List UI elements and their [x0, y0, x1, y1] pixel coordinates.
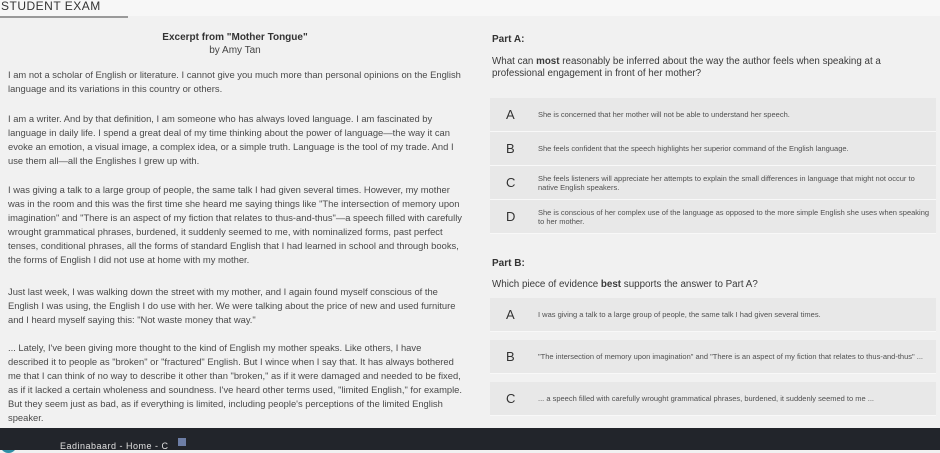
part-b-option-a[interactable]: [490, 298, 936, 332]
part-b-option-c[interactable]: [490, 382, 936, 416]
option-letter: A: [506, 307, 515, 322]
excerpt-paragraph: I was giving a talk to a large group of people, the same talk I had given several times. However, my mother was in the room and this was the first time she heard me saying things like "The intersection of memory upon imagination" and "There is an aspect of my fiction that relates to thus-and-thus"—a speech filled with carefully wrought grammatical phrases, burdened, it suddenly seemed to me, with nominalized forms, past perfect tenses, conditional phrases, all the forms of standard English that I had learned in school and through books, the forms of English I did not use at home with my mother.: [8, 184, 462, 265]
app-icon[interactable]: [178, 438, 186, 446]
part-a-label: Part A:: [492, 34, 525, 45]
exam-title: STUDENT EXAM: [1, 0, 101, 13]
option-text: I was giving a talk to a large group of people, the same talk I had given several times.: [538, 310, 821, 319]
taskbar: [0, 428, 940, 450]
excerpt-title: Excerpt from "Mother Tongue": [162, 32, 308, 43]
top-bar: [0, 0, 940, 16]
option-text: She feels confident that the speech highlights her superior command of the English language.: [538, 144, 849, 153]
excerpt-paragraph: I am a writer. And by that definition, I am someone who has always loved language. I am fascinated by language in daily life. I spend a great deal of my time thinking about the power of language—the way it can evoke an emotion, a visual image, a complex idea, or a simple truth. Language is the tool of my trade. And I use them all—all the Englishes I grew up with.: [8, 113, 454, 166]
part-a-option-c[interactable]: [490, 166, 936, 200]
option-letter: D: [506, 209, 516, 224]
part-a-question: What can most reasonably be inferred about the way the author feels when speaking at a professional engagement in front of her mother?: [492, 56, 881, 79]
excerpt-paragraph: Just last week, I was walking down the street with my mother, and I again found myself conscious of the English I was using, the English I do use with her. We were talking about the price of new and used furniture and I heard myself saying this: "Not waste money that way.": [8, 286, 456, 325]
option-letter: C: [506, 391, 516, 406]
option-letter: C: [506, 175, 516, 190]
title-underline: [0, 16, 128, 18]
excerpt-author: by Amy Tan: [209, 45, 261, 56]
excerpt-panel: [0, 30, 470, 430]
option-letter: B: [506, 349, 515, 364]
part-a-option-a[interactable]: [490, 98, 936, 132]
option-letter: B: [506, 141, 515, 156]
option-text: She is conscious of her complex use of the language as opposed to the more simple English she uses when speaking to her mother.: [538, 207, 930, 226]
part-b-label: Part B:: [492, 258, 525, 269]
option-text: "The intersection of memory upon imagination" and "There is an aspect of my fiction that relates to thus-and-thus" ...: [538, 352, 924, 361]
taskbar-label[interactable]: Eadinabaard - Home - C: [60, 441, 169, 451]
part-a-option-b[interactable]: [490, 132, 936, 166]
part-b-option-b[interactable]: [490, 340, 936, 374]
option-text: She feels listeners will appreciate her attempts to explain the small differences in language that might not occur to native English speakers.: [538, 173, 915, 192]
option-text: ... a speech filled with carefully wrought grammatical phrases, burdened, it suddenly seemed to me ...: [538, 394, 875, 403]
option-letter: A: [506, 107, 515, 122]
excerpt-paragraph: ... Lately, I've been giving more thought to the kind of English my mother speaks. Like others, I have described it to people as "broken" or "fractured" English. But I wince when I say that. It has always bothered me that I can think of no way to describe it other than "broken," as if it were damaged and needed to be fixed, as if it lacked a certain wholeness and soundness. I've heard other terms used, "limited English," for example. But they seem just as bad, as if everything is limited, including people's perceptions of the limited English speaker.: [8, 342, 462, 423]
part-b-question: Which piece of evidence best supports the answer to Part A?: [492, 279, 758, 290]
option-text: She is concerned that her mother will not be able to understand her speech.: [538, 110, 790, 119]
excerpt-paragraph: I am not a scholar of English or literature. I cannot give you much more than personal opinions on the English language and its variations in this country or others.: [8, 69, 461, 94]
part-a-option-d[interactable]: [490, 200, 936, 234]
questions-panel: [484, 30, 940, 430]
